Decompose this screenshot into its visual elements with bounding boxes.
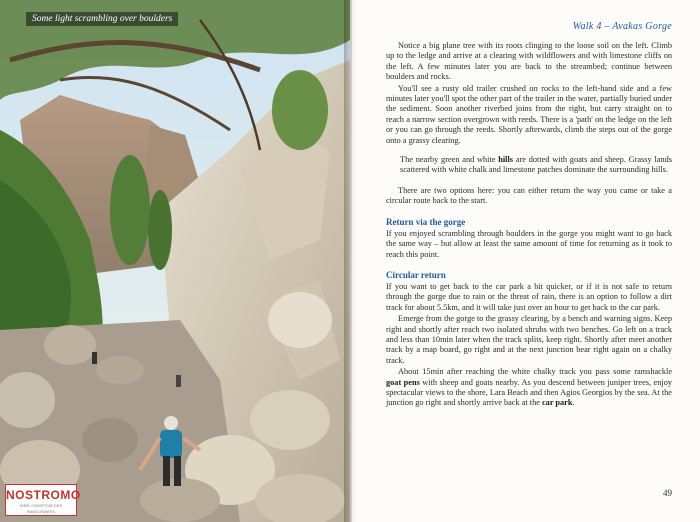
goat-text-b: with sheep and goats nearby. As you descend between juniper trees, enjoy spectacular views to the shore, Lara Beach and then Agios Georgios by the sea. At the junction go right and shortly arrive back at the [386,377,672,408]
goat-text-a: About 15min after reaching the white chalky track you pass some ramshackle [398,367,672,377]
paragraph-plane-tree: Notice a big plane tree with its roots clinging to the loose soil on the left. Climb up to the ledge and arrive at a clearing with wildflowers and with limestone cliffs on the left. A few minutes later you are back to the streambed; continue between boulders and rocks. [386,41,672,82]
paragraph-options: There are two options here: you can either return the way you came or take a circular route back to the start. [386,185,672,206]
paragraph-trailer: You'll see a rusty old trailer crushed on rocks to the left-hand side and a few minutes later you'll spot the other part of the trailer in the water, partially buried under the sediment. Soon another riverbed joins from the right, but carry straight on to reach a narrow section overgrown with reeds. There is a 'path' on the ledge on the left or you can go through the reeds. Shortly afterwards, climb the steps out of the gorge onto a grassy clearing. [386,83,672,145]
paragraph-circular-intro: If you want to get back to the car park a bit quicker, or if it is not safe to return through the gorge due to rain or the threat of rain, there is an option to follow a dirt track for about 5.5km, and it will take just over an hour to get back to the car park. [386,281,672,312]
box-text-end: are dotted with goats and sheep. Grassy lands scattered with white chalk and limestone patches dominate the surrounding hills. [400,155,672,175]
paragraph-goat-pens [386,367,672,409]
box-highlight-hills: hills [498,155,514,165]
paragraph-circular-route: Emerge from the gorge to the grassy clearing, by a bench and warning signs. Keep right and shortly after reach two isolated shrubs with two benches. Go left on a track and less than 10min later when the track splits, keep right. Shortly after meet another track by a map board, go right and at the next junction bear right again on a chalky track. [386,314,672,365]
box-text-start: The nearby green and white [400,155,499,165]
page-number: 49 [663,488,672,498]
heading-return-via-gorge: Return via the gorge [386,216,466,227]
goat-text-c: . [572,398,575,408]
running-head: Walk 4 – Avakas Gorge [572,21,672,32]
publisher-logo [5,484,81,516]
heading-circular-return: Circular return [386,269,446,280]
info-box-hills [400,155,672,176]
paragraph-return: If you enjoyed scrambling through boulders in the gorge you might want to go back the same way – but allow at least the same amount of time for returning as it took to reach this point. [386,228,672,259]
logo-tagline: WEB: COMPTOIR DES RANDONNÉES [19,503,63,514]
highlight-goat-pens: goat pens [386,377,420,387]
photo-caption: Some light scrambling over boulders [26,12,178,26]
text-page [352,0,700,522]
highlight-car-park: car park [541,398,573,408]
page-body [386,41,672,409]
logo-name: NOSTROMO [6,488,81,502]
